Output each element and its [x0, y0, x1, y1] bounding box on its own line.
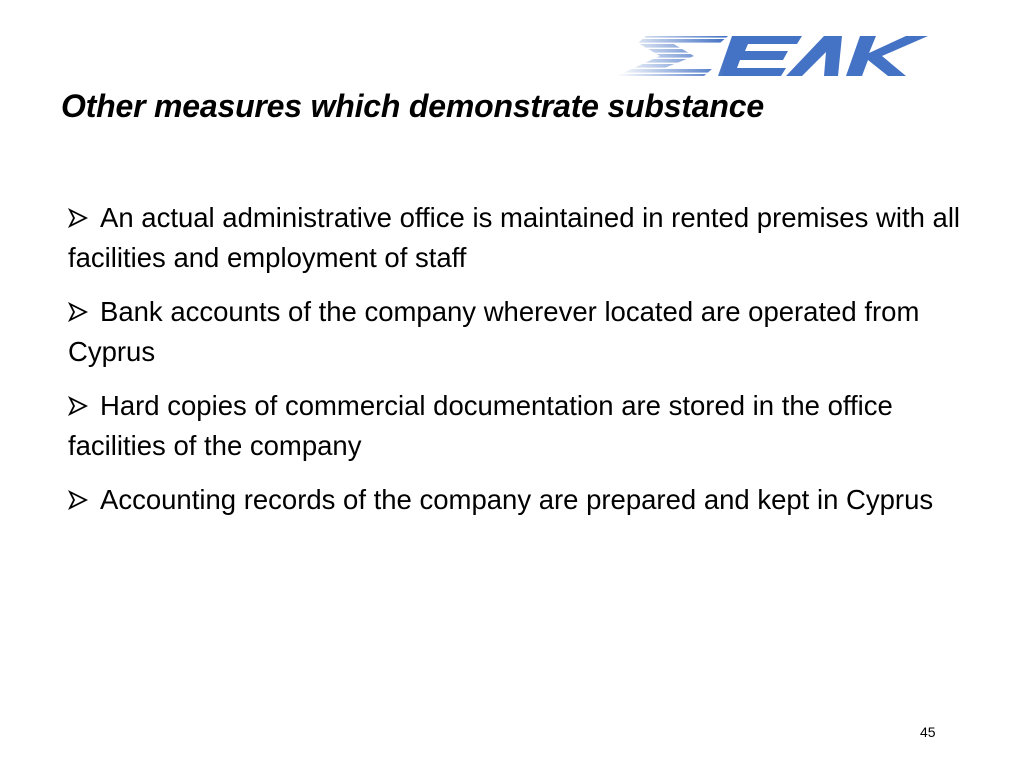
bullet-text: Bank accounts of the company wherever located are operated from Cyprus [68, 296, 920, 367]
arrowhead-bullet-icon [68, 302, 88, 322]
list-item [60, 386, 980, 466]
bullet-list [60, 198, 980, 534]
bullet-text: Hard copies of commercial documentation are stored in the office facilities of the company [68, 390, 893, 461]
bullet-text: Accounting records of the company are prepared and kept in Cyprus [100, 484, 934, 515]
list-item [60, 480, 980, 520]
arrowhead-bullet-icon [68, 208, 88, 228]
arrowhead-bullet-icon [68, 490, 88, 510]
page-number: 45 [920, 724, 936, 740]
arrowhead-bullet-icon [68, 396, 88, 416]
list-item [60, 292, 980, 372]
company-logo [616, 34, 928, 78]
bullet-text: An actual administrative office is maintained in rented premises with all facilities and employment of staff [68, 202, 961, 273]
list-item [60, 198, 980, 278]
slide-title: Other measures which demonstrate substance [61, 88, 764, 124]
